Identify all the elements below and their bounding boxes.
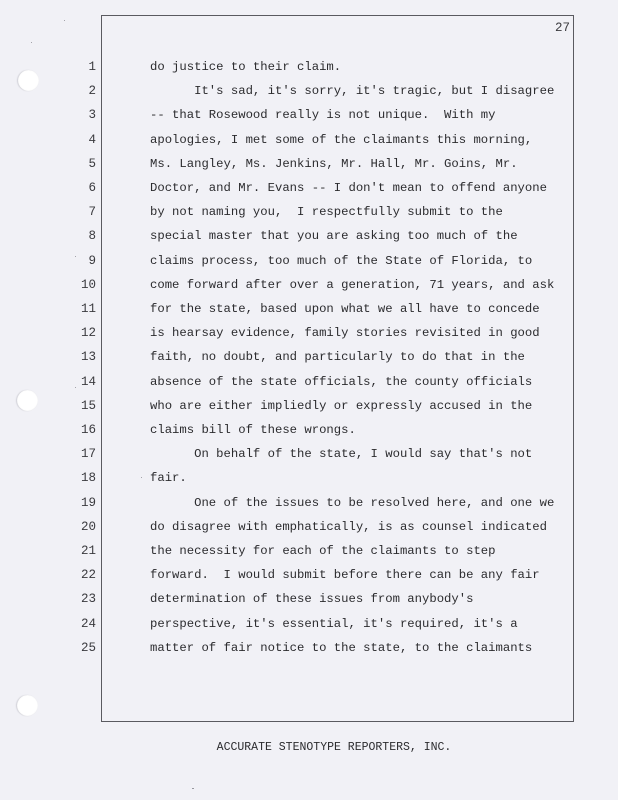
- line-number: 15: [80, 398, 96, 413]
- line-text: do disagree with emphatically, is as counsel indicated: [150, 519, 547, 534]
- line-text: fair.: [150, 471, 187, 486]
- line-text: -- that Rosewood really is not unique. With my: [150, 108, 496, 123]
- line-number: 24: [80, 616, 96, 631]
- transcript-line: [0, 638, 618, 658]
- line-number: 3: [88, 108, 96, 123]
- line-text: claims process, too much of the State of Florida, to: [150, 253, 533, 268]
- transcript-line: [0, 226, 618, 246]
- line-number: 10: [80, 277, 96, 292]
- transcript-line: [0, 323, 618, 343]
- transcript-line: [0, 444, 618, 464]
- transcript-line: [0, 154, 618, 174]
- transcript-line: [0, 178, 618, 198]
- transcript-line: [0, 299, 618, 319]
- line-text: is hearsay evidence, family stories revisited in good: [150, 326, 540, 341]
- line-number: 4: [88, 132, 96, 147]
- transcript-line: [0, 57, 618, 77]
- line-text: matter of fair notice to the state, to the claimants: [150, 640, 533, 655]
- line-text: apologies, I met some of the claimants this morning,: [150, 132, 533, 147]
- line-number: 12: [80, 326, 96, 341]
- line-number: 19: [80, 495, 96, 510]
- line-number: 7: [88, 205, 96, 220]
- line-text: determination of these issues from anybody's: [150, 592, 474, 607]
- transcript-line: [0, 275, 618, 295]
- transcript-line: [0, 130, 618, 150]
- line-text: for the state, based upon what we all have to concede: [150, 302, 540, 316]
- line-text: by not naming you, I respectfully submit to the: [150, 205, 503, 220]
- line-number: 6: [88, 181, 96, 195]
- line-number: 23: [80, 592, 96, 607]
- transcript-line: [0, 565, 618, 585]
- transcript-line: [0, 202, 618, 222]
- line-number: 18: [80, 471, 96, 486]
- line-number: 17: [80, 447, 96, 462]
- line-text: On behalf of the state, I would say that's not: [150, 447, 533, 462]
- transcript-line: [0, 589, 618, 609]
- page-number: 27: [554, 21, 570, 35]
- line-text: One of the issues to be resolved here, and one we: [150, 495, 555, 510]
- transcript-line: [0, 251, 618, 271]
- punch-hole-bottom: [17, 695, 38, 716]
- line-number: 5: [88, 156, 96, 171]
- transcript-line: [0, 396, 618, 416]
- scan-speck: [192, 788, 194, 789]
- line-text: Ms. Langley, Ms. Jenkins, Mr. Hall, Mr. Goins, Mr.: [150, 156, 518, 171]
- transcript-line: [0, 105, 618, 125]
- line-text: special master that you are asking too much of the: [150, 229, 518, 244]
- line-number: 9: [88, 253, 96, 268]
- line-number: 11: [80, 302, 96, 316]
- transcript-line: [0, 468, 618, 488]
- line-number: 16: [80, 423, 96, 437]
- line-number: 1: [88, 60, 96, 74]
- transcript-line: [0, 81, 618, 101]
- line-text: claims bill of these wrongs.: [150, 423, 356, 437]
- line-text: It's sad, it's sorry, it's tragic, but I disagree: [150, 84, 555, 99]
- line-text: forward. I would submit before there can be any fair: [150, 568, 540, 583]
- line-number: 8: [88, 229, 96, 244]
- scan-speck: [64, 20, 65, 21]
- line-number: 22: [80, 568, 96, 583]
- transcript-line: [0, 541, 618, 561]
- line-text: do justice to their claim.: [150, 60, 342, 74]
- transcript-line: [0, 347, 618, 367]
- line-number: 2: [88, 84, 96, 99]
- line-number: 25: [80, 640, 96, 655]
- reporter-footer: ACCURATE STENOTYPE REPORTERS, INC.: [216, 741, 452, 754]
- transcript-line: [0, 614, 618, 634]
- line-text: perspective, it's essential, it's required, it's a: [150, 616, 518, 631]
- line-number: 20: [80, 519, 96, 534]
- transcript-line: [0, 517, 618, 537]
- transcript-line: [0, 493, 618, 513]
- line-text: absence of the state officials, the county officials: [150, 374, 533, 389]
- line-text: the necessity for each of the claimants to step: [150, 544, 496, 558]
- line-text: faith, no doubt, and particularly to do that in the: [150, 350, 525, 365]
- line-number: 14: [80, 374, 96, 389]
- line-text: who are either impliedly or expressly accused in the: [150, 398, 533, 413]
- transcript-line: [0, 420, 618, 440]
- scan-speck: [31, 42, 32, 43]
- line-number: 13: [80, 350, 96, 365]
- line-number: 21: [80, 544, 96, 558]
- transcript-line: [0, 372, 618, 392]
- line-text: Doctor, and Mr. Evans -- I don't mean to offend anyone: [150, 181, 547, 195]
- line-text: come forward after over a generation, 71 years, and ask: [150, 277, 555, 292]
